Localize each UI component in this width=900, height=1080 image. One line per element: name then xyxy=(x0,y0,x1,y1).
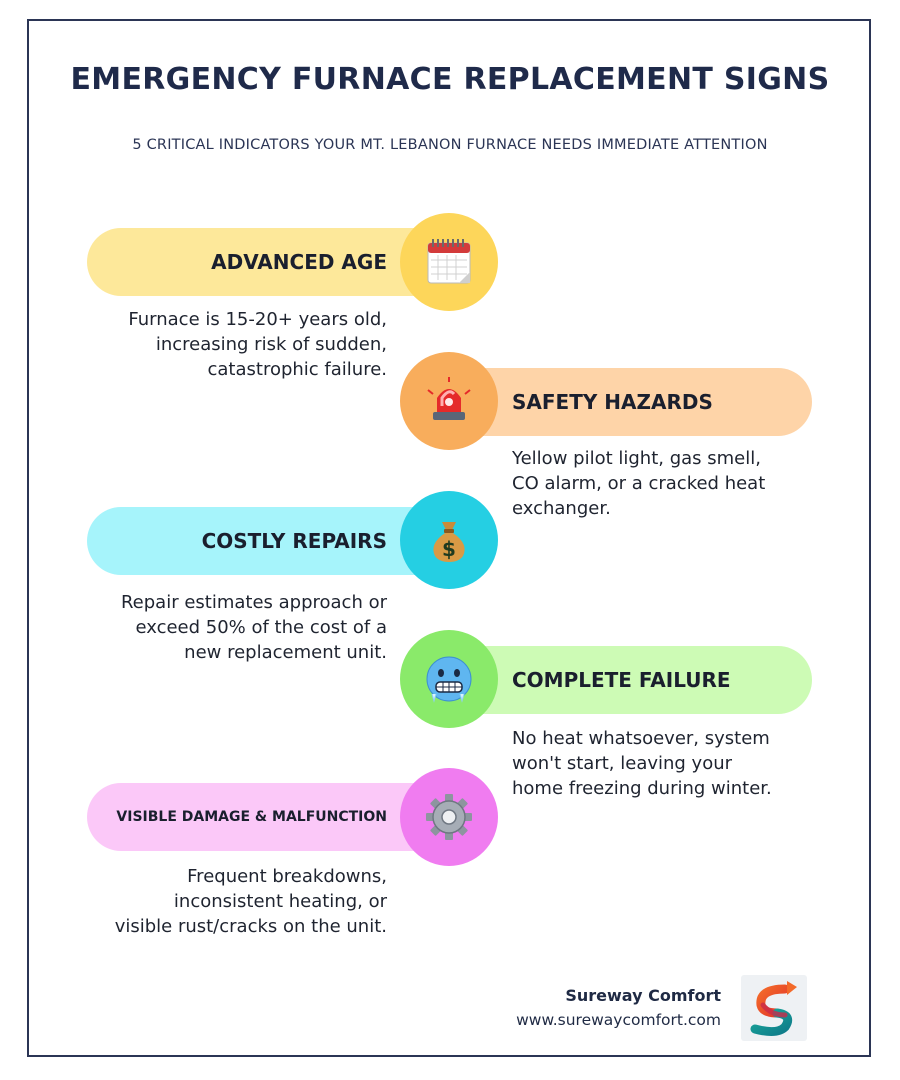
sign-label: COSTLY REPAIRS xyxy=(201,529,387,553)
page-subtitle: 5 CRITICAL INDICATORS YOUR MT. LEBANON FURNACE NEEDS IMMEDIATE ATTENTION xyxy=(132,137,768,153)
sign-safety-hazards-description: Yellow pilot light, gas smell, CO alarm, or a cracked heat exchanger. xyxy=(512,448,766,519)
sign-visible-damage-description: Frequent breakdowns, inconsistent heating, or visible rust/cracks on the unit. xyxy=(114,866,387,937)
money-bag-icon xyxy=(425,516,473,564)
svg-text:$: $ xyxy=(442,537,456,561)
page-title: EMERGENCY FURNACE REPLACEMENT SIGNS xyxy=(70,62,830,97)
sign-costly-repairs-description: Repair estimates approach or exceed 50% of the cost of a new replacement unit. xyxy=(120,592,387,663)
brand-name: Sureway Comfort xyxy=(565,986,721,1005)
gear-icon xyxy=(424,792,474,842)
sign-visible-damage-badge xyxy=(400,768,498,866)
sign-complete-failure-description: No heat whatsoever, system won't start, leaving your home freezing during winter. xyxy=(512,728,772,799)
sign-label: VISIBLE DAMAGE & MALFUNCTION xyxy=(116,809,387,825)
calendar-icon xyxy=(423,236,475,288)
sign-safety-hazards-badge xyxy=(400,352,498,450)
brand-url[interactable]: www.surewaycomfort.com xyxy=(516,1011,721,1029)
siren-icon xyxy=(424,376,474,426)
sign-label: SAFETY HAZARDS xyxy=(512,390,713,414)
sign-advanced-age-description: Furnace is 15-20+ years old, increasing risk of sudden, catastrophic failure. xyxy=(128,309,387,380)
sign-label: ADVANCED AGE xyxy=(211,250,387,274)
sign-costly-repairs-badge xyxy=(400,491,498,589)
sureway-logo-icon xyxy=(741,975,807,1041)
sign-advanced-age-badge xyxy=(400,213,498,311)
sign-label: COMPLETE FAILURE xyxy=(512,668,731,692)
sign-complete-failure-badge xyxy=(400,630,498,728)
freezing-face-icon xyxy=(424,654,474,704)
